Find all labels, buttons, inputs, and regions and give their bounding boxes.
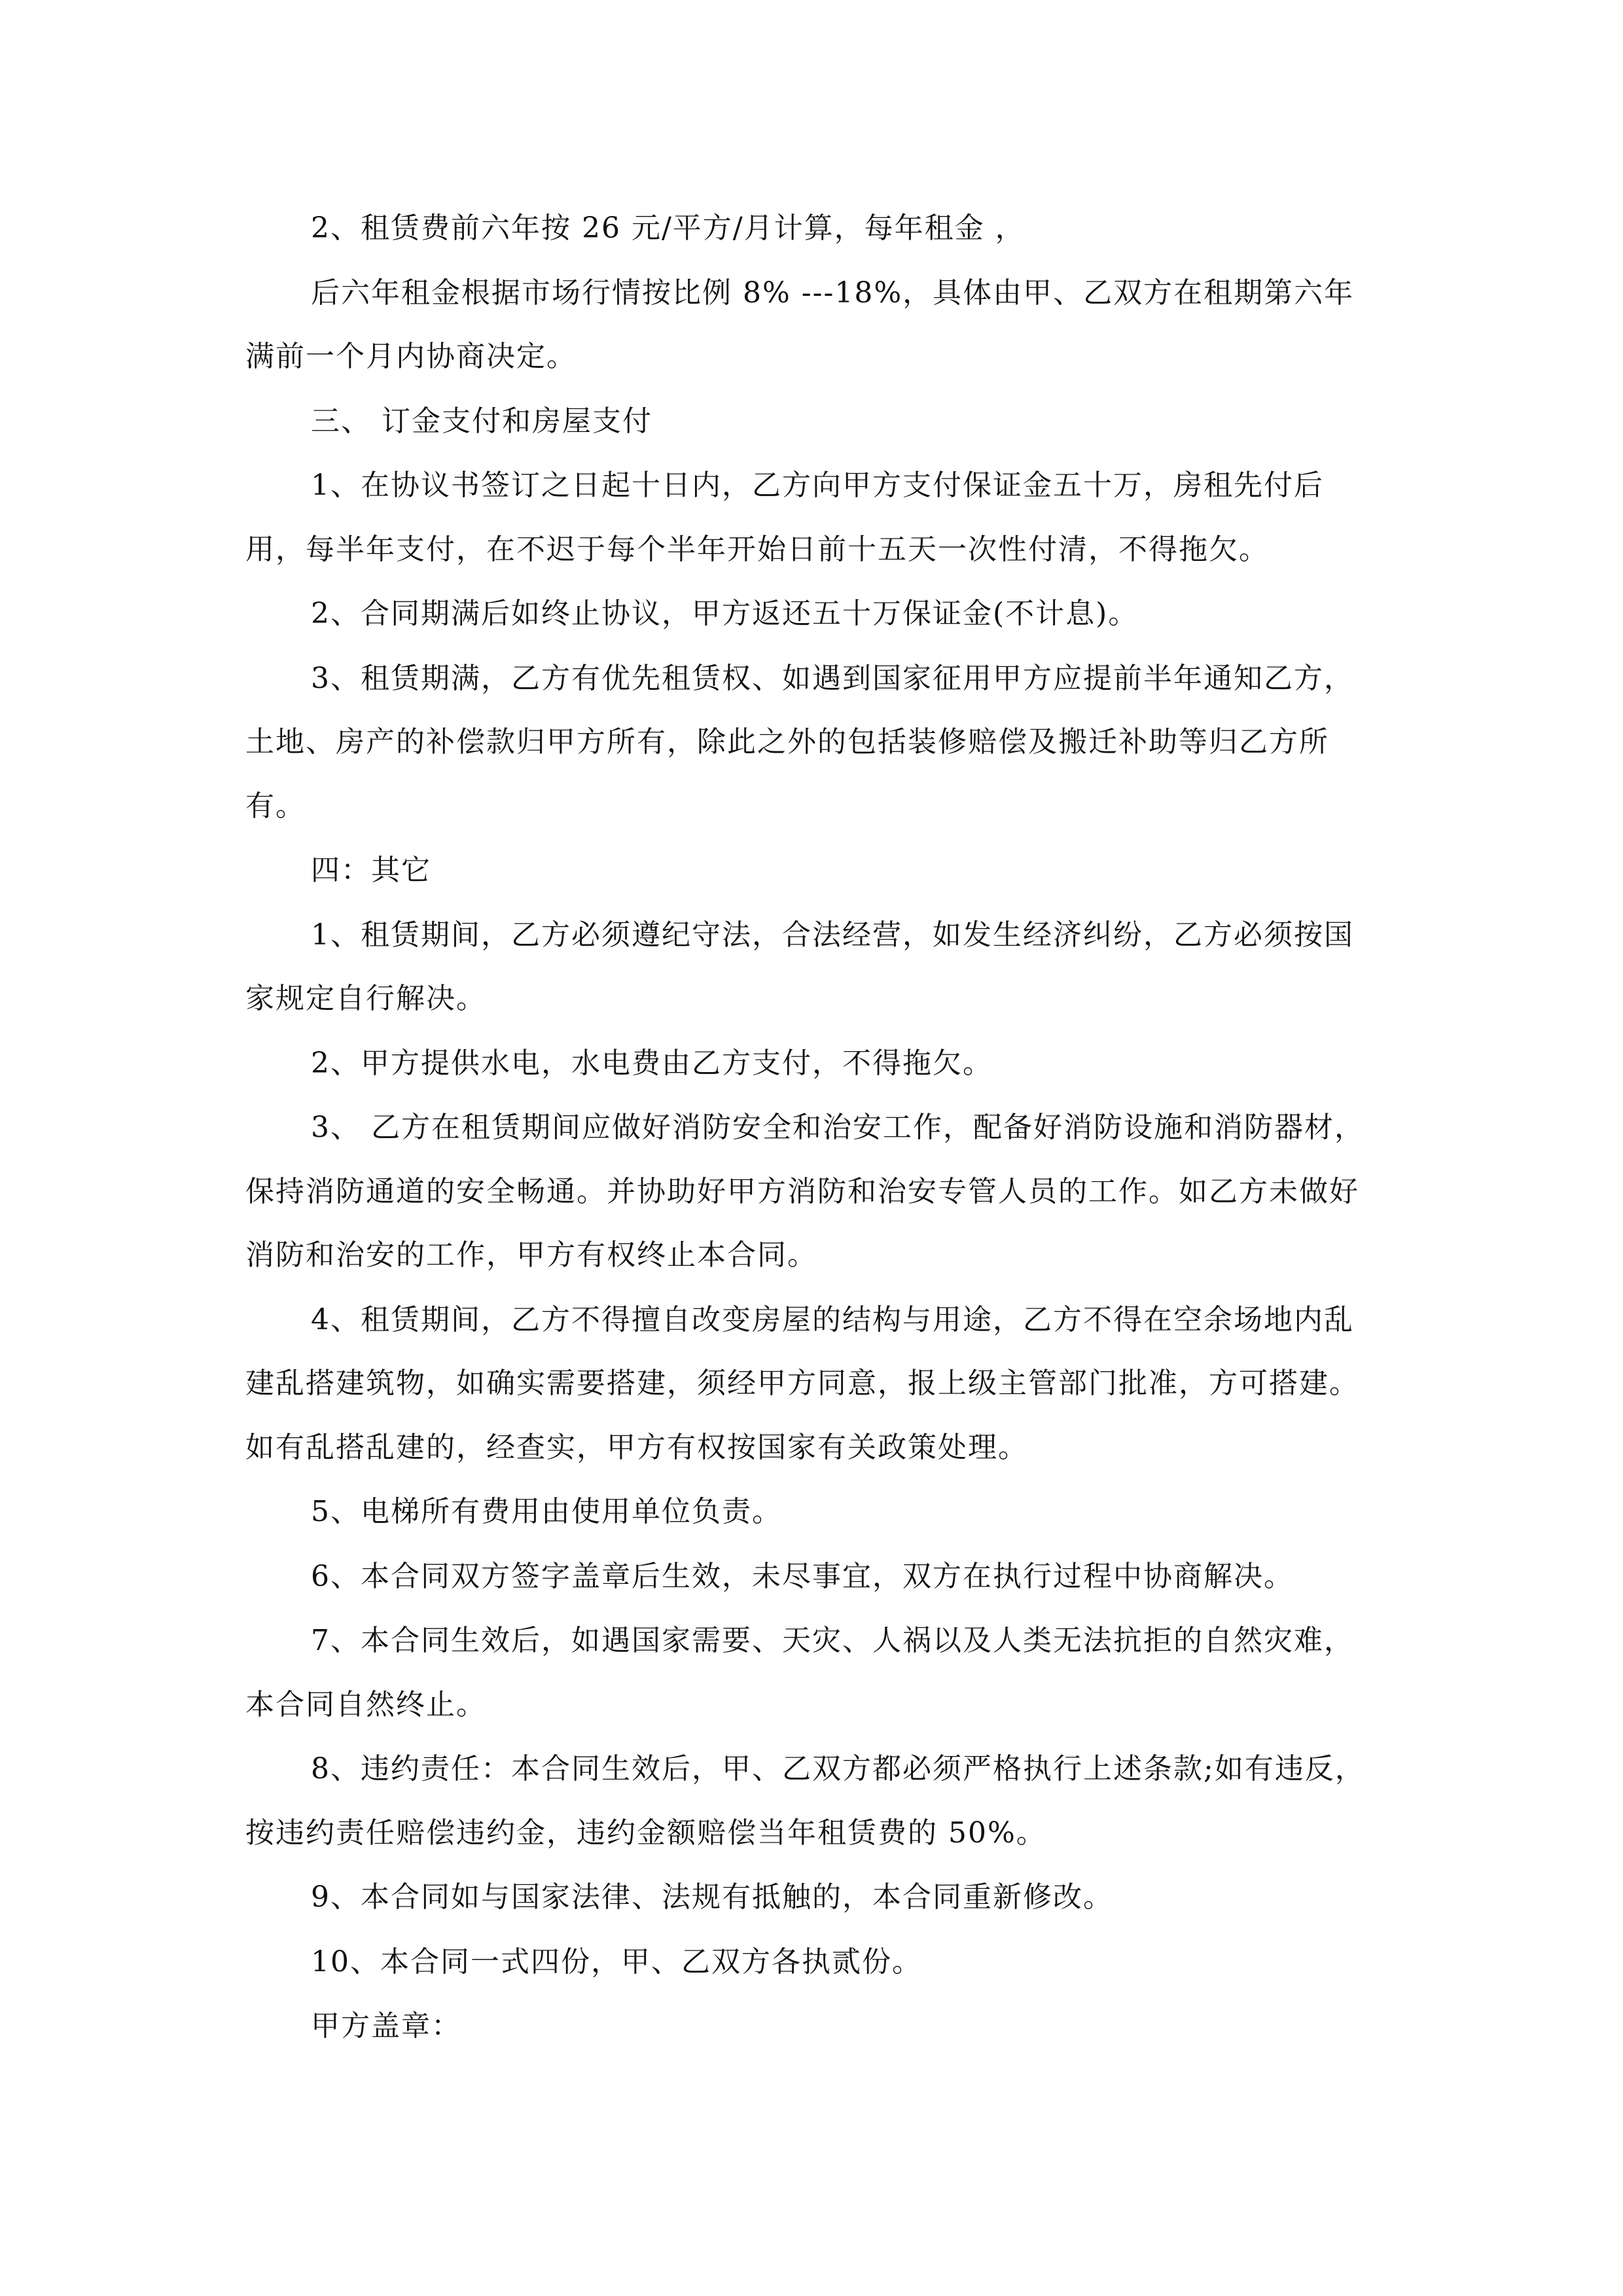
paragraph-lease-priority: 3、租赁期满，乙方有优先租赁权、如遇到国家征用甲方应提前半年通知乙方，土地、房产的补偿款归甲方所有，除此之外的包括装修赔偿及搬迁补助等归乙方所有。 (245, 661, 1354, 823)
section-heading-other: 四：其它 (311, 853, 431, 887)
paragraph-law-compliance: 1、租赁期间，乙方必须遵纪守法，合法经营，如发生经济纠纷，乙方必须按国家规定自行解决。 (245, 918, 1354, 1015)
paragraph-elevator: 5、电梯所有费用由使用单位负责。 (311, 1495, 782, 1528)
section-heading-payment: 三、 订金支付和房屋支付 (311, 404, 652, 438)
paragraph-fire-safety: 3、 乙方在租赁期间应做好消防安全和治安工作，配备好消防设施和消防器材，保持消防通道的安全畅通。并协助好甲方消防和治安专管人员的工作。如乙方未做好消防和治安的工作，甲方有权终止本合同。 (245, 1111, 1364, 1272)
paragraph-breach-liability: 8、违约责任：本合同生效后，甲、乙双方都必须严格执行上述条款;如有违反，按违约责任赔偿违约金，违约金额赔偿当年租赁费的 50%。 (245, 1752, 1365, 1850)
paragraph-force-majeure: 7、本合同生效后，如遇国家需要、天灾、人祸以及人类无法抗拒的自然灾难，本合同自然终止。 (245, 1624, 1354, 1721)
party-a-seal-label: 甲方盖章： (311, 2009, 461, 2043)
paragraph-rent-last-six-years: 后六年租金根据市场行情按比例 8% ---18%，具体由甲、乙双方在租期第六年满前一个月内协商决定。 (245, 276, 1355, 373)
paragraph-legal-conflict: 9、本合同如与国家法律、法规有抵触的，本合同重新修改。 (311, 1880, 1113, 1914)
paragraph-utilities: 2、甲方提供水电，水电费由乙方支付，不得拖欠。 (311, 1046, 993, 1080)
paragraph-structure-changes: 4、租赁期间，乙方不得擅自改变房屋的结构与用途，乙方不得在空余场地内乱建乱搭建筑物，如确实需要搭建，须经甲方同意，报上级主管部门批准，方可搭建。如有乱搭乱建的，经查实，甲方有权按国家有关政策处理。 (245, 1302, 1359, 1464)
paragraph-deposit-payment: 1、在协议书签订之日起十日内，乙方向甲方支付保证金五十万，房租先付后用，每半年支付，在不迟于每个半年开始日前十五天一次性付清，不得拖欠。 (245, 469, 1324, 566)
paragraph-effectiveness: 6、本合同双方签字盖章后生效，未尽事宜，双方在执行过程中协商解决。 (311, 1559, 1294, 1593)
paragraph-rent-first-six-years: 2、租赁费前六年按 26 元/平方/月计算，每年租金 ， (311, 211, 1026, 245)
paragraph-copies: 10、本合同一式四份，甲、乙双方各执贰份。 (311, 1945, 922, 1979)
paragraph-deposit-return: 2、合同期满后如终止协议，甲方返还五十万保证金(不计息)。 (311, 597, 1139, 630)
